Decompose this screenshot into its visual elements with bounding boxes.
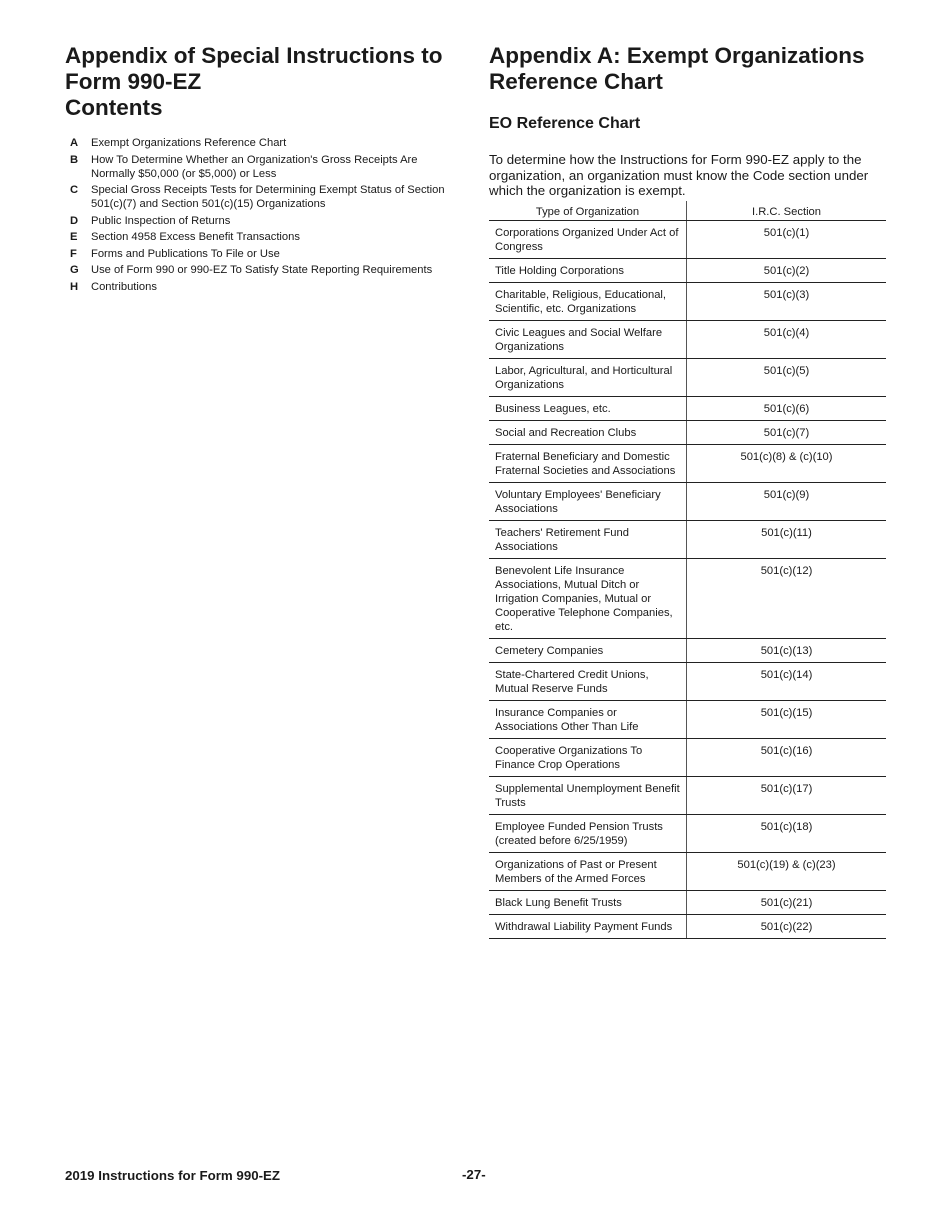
contents-letter: C	[70, 184, 79, 196]
contents-letter: F	[70, 247, 77, 260]
table-row	[489, 483, 886, 521]
contents-item[interactable]	[65, 183, 455, 211]
appendix-a-title	[489, 43, 886, 95]
right-column	[489, 43, 886, 933]
table-row	[489, 739, 886, 777]
page-number: -27-	[462, 1167, 486, 1182]
contents-letter: G	[70, 264, 79, 276]
irc-section: 501(c)(18)	[687, 815, 887, 853]
contents-item[interactable]	[65, 280, 455, 294]
contents-letter: B	[70, 153, 79, 166]
appendix-a-title-line: Reference Chart	[489, 69, 663, 94]
organization-type: Title Holding Corporations	[489, 259, 687, 283]
irc-section: 501(c)(17)	[687, 777, 887, 815]
table-row	[489, 891, 886, 915]
table-row	[489, 521, 886, 559]
irc-section: 501(c)(9)	[687, 483, 887, 521]
table-row	[489, 815, 886, 853]
contents-item[interactable]	[65, 263, 455, 277]
organization-type: Black Lung Benefit Trusts	[489, 891, 687, 915]
irc-section: 501(c)(22)	[687, 915, 887, 939]
organization-type: Fraternal Beneficiary and Domestic Fraternal Societies and Associations	[489, 445, 687, 483]
footer-document-title: 2019 Instructions for Form 990-EZ	[65, 1168, 281, 1183]
contents-text: How To Determine Whether an Organization's Gross Receipts Are Normally $50,000 (or $5,000) or Less	[91, 153, 418, 180]
contents-item[interactable]	[65, 153, 455, 181]
organization-type: Teachers' Retirement Fund Associations	[489, 521, 687, 559]
organization-type: Withdrawal Liability Payment Funds	[489, 915, 687, 939]
table-row	[489, 321, 886, 359]
irc-section: 501(c)(12)	[687, 559, 887, 639]
contents-text: Use of Form 990 or 990-EZ To Satisfy State Reporting Requirements	[91, 264, 433, 276]
contents-text: Exempt Organizations Reference Chart	[91, 137, 287, 149]
organization-type: State-Chartered Credit Unions, Mutual Reserve Funds	[489, 663, 687, 701]
table-row	[489, 397, 886, 421]
eo-reference-chart-heading: EO Reference Chart	[489, 115, 641, 132]
table-row	[489, 777, 886, 815]
left-column	[65, 43, 455, 293]
header-type-of-organization: Type of Organization	[489, 201, 687, 221]
table-row	[489, 259, 886, 283]
table-row	[489, 663, 886, 701]
contents-text: Public Inspection of Returns	[91, 214, 231, 227]
organization-type: Benevolent Life Insurance Associations, Mutual Ditch or Irrigation Companies, Mutual or Cooperative Telephone Companies, etc.	[489, 559, 687, 639]
irc-section: 501(c)(13)	[687, 639, 887, 663]
table-row	[489, 701, 886, 739]
contents-letter: A	[70, 137, 79, 149]
eo-reference-table	[489, 201, 886, 939]
contents-item[interactable]	[65, 214, 455, 228]
contents-letter: E	[70, 231, 78, 243]
organization-type: Corporations Organized Under Act of Congress	[489, 221, 687, 259]
organization-type: Insurance Companies or Associations Other Than Life	[489, 701, 687, 739]
irc-section: 501(c)(19) & (c)(23)	[687, 853, 887, 891]
intro-paragraph: To determine how the Instructions for Form 990-EZ apply to the organization, an organization must know the Code section under which the organization is exempt.	[489, 152, 869, 198]
irc-section: 501(c)(2)	[687, 259, 887, 283]
contents-text: Forms and Publications To File or Use	[91, 247, 280, 260]
table-row	[489, 639, 886, 663]
organization-type: Employee Funded Pension Trusts (created before 6/25/1959)	[489, 815, 687, 853]
irc-section: 501(c)(3)	[687, 283, 887, 321]
irc-section: 501(c)(4)	[687, 321, 887, 359]
organization-type: Business Leagues, etc.	[489, 397, 687, 421]
appendix-title	[65, 43, 455, 121]
contents-list	[65, 136, 455, 296]
contents-text: Section 4958 Excess Benefit Transactions	[91, 231, 300, 243]
contents-letter: D	[70, 214, 79, 227]
irc-section: 501(c)(14)	[687, 663, 887, 701]
contents-text: Special Gross Receipts Tests for Determining Exempt Status of Section 501(c)(7) and Section 501(c)(15) Organizations	[91, 184, 445, 210]
irc-section: 501(c)(7)	[687, 421, 887, 445]
organization-type: Voluntary Employees' Beneficiary Associations	[489, 483, 687, 521]
contents-letter: H	[70, 280, 79, 293]
irc-section: 501(c)(16)	[687, 739, 887, 777]
table-row	[489, 853, 886, 891]
organization-type: Labor, Agricultural, and Horticultural Organizations	[489, 359, 687, 397]
table-row	[489, 359, 886, 397]
organization-type: Cooperative Organizations To Finance Crop Operations	[489, 739, 687, 777]
organization-type: Charitable, Religious, Educational, Scientific, etc. Organizations	[489, 283, 687, 321]
organization-type: Organizations of Past or Present Members of the Armed Forces	[489, 853, 687, 891]
organization-type: Civic Leagues and Social Welfare Organizations	[489, 321, 687, 359]
contents-heading: Contents	[65, 95, 163, 120]
appendix-title-line: Appendix of Special Instructions to	[65, 43, 443, 68]
contents-item[interactable]	[65, 136, 455, 150]
contents-text: Contributions	[91, 280, 157, 293]
contents-item[interactable]	[65, 230, 455, 244]
table-header-row	[489, 201, 886, 221]
irc-section: 501(c)(21)	[687, 891, 887, 915]
table-row	[489, 221, 886, 259]
irc-section: 501(c)(11)	[687, 521, 887, 559]
table-row	[489, 445, 886, 483]
table-row	[489, 915, 886, 939]
table-row	[489, 421, 886, 445]
irc-section: 501(c)(8) & (c)(10)	[687, 445, 887, 483]
header-irc-section: I.R.C. Section	[687, 201, 887, 221]
contents-item[interactable]	[65, 247, 455, 261]
appendix-title-line: Form 990-EZ	[65, 69, 202, 94]
organization-type: Supplemental Unemployment Benefit Trusts	[489, 777, 687, 815]
organization-type: Cemetery Companies	[489, 639, 687, 663]
table-row	[489, 283, 886, 321]
irc-section: 501(c)(6)	[687, 397, 887, 421]
table-row	[489, 559, 886, 639]
organization-type: Social and Recreation Clubs	[489, 421, 687, 445]
irc-section: 501(c)(1)	[687, 221, 887, 259]
irc-section: 501(c)(5)	[687, 359, 887, 397]
irc-section: 501(c)(15)	[687, 701, 887, 739]
appendix-a-title-line: Appendix A: Exempt Organizations	[489, 43, 865, 68]
